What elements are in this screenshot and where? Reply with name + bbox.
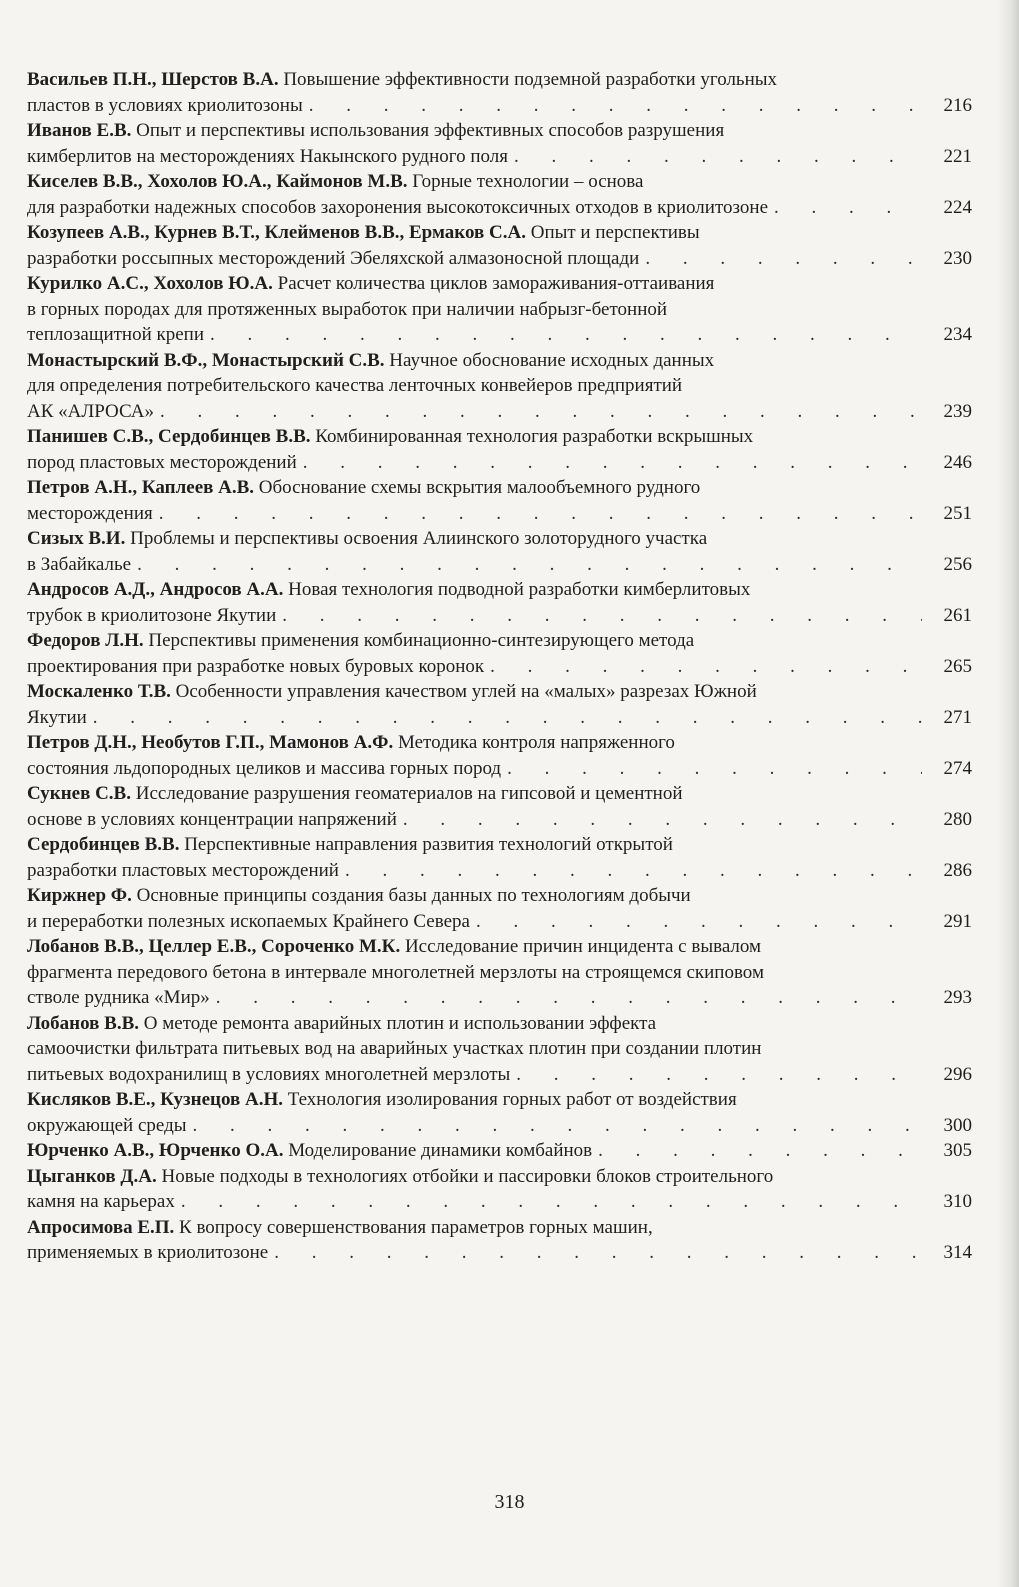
toc-entry-title: Технология изолирования горных работ от воздействия — [287, 1089, 737, 1110]
toc-entry-title: Исследование разрушения геоматериалов на гипсовой и цементной — [135, 783, 683, 804]
toc-entry-line — [27, 271, 972, 297]
toc-entry-line — [27, 1189, 972, 1215]
toc-entry-title: в Забайкалье — [27, 553, 132, 575]
toc-entry-title: Исследование причин инцидента с вывалом — [404, 936, 762, 957]
dot-leader — [274, 1240, 922, 1266]
toc-entry-page: 296 — [943, 1063, 972, 1085]
toc-entry-line — [27, 603, 972, 629]
toc-entry-title: Перспективные направления развития технологий открытой — [184, 834, 673, 855]
toc-entry-page: 251 — [943, 502, 972, 524]
toc-entry-line — [27, 220, 972, 246]
dot-leader — [160, 399, 922, 425]
toc-entry-title: и переработки полезных ископаемых Крайнего Севера — [27, 910, 470, 932]
toc-entry-line — [27, 909, 972, 935]
toc-entry — [27, 883, 972, 934]
toc-entry-page: 293 — [943, 987, 972, 1008]
toc-entry-page: 256 — [943, 553, 972, 575]
toc-entry-line — [27, 985, 972, 1011]
toc-entry-authors: Андросов А.Д., Андросов А.А. — [27, 579, 284, 600]
toc-entry-authors: Цыганков Д.А. — [27, 1165, 157, 1187]
dot-leader — [309, 93, 922, 119]
toc-entry-authors: Киселев В.В., Хохолов Ю.А., Каймонов М.В. — [27, 171, 408, 192]
toc-entry-authors: Киржнер Ф. — [27, 885, 132, 906]
toc-entry-page: 221 — [943, 145, 972, 167]
toc-entry-line — [27, 1164, 972, 1190]
toc-entry-title: трубок в криолитозоне Якутии — [27, 604, 277, 626]
toc-entry-page: 246 — [943, 451, 972, 473]
dot-leader — [181, 1189, 922, 1215]
toc-entry-line — [27, 552, 972, 578]
toc-entry-line — [27, 654, 972, 680]
dot-leader — [210, 322, 922, 348]
toc-entry-line — [27, 118, 972, 144]
toc-entry-title: месторождения — [27, 502, 153, 524]
toc-entry-line — [27, 169, 972, 195]
toc-entry-page: 286 — [943, 859, 972, 881]
dot-leader — [282, 603, 922, 629]
toc-entry-title: Опыт и перспективы использования эффективных способов разрушения — [136, 120, 725, 141]
dot-leader — [193, 1113, 922, 1139]
toc-entry-authors: Панишев С.В., Сердобинцев В.В. — [27, 426, 311, 447]
toc-entry — [27, 424, 972, 475]
toc-entry-authors: Петров Д.Н., Необутов Г.П., Мамонов А.Ф. — [27, 732, 394, 753]
toc-entry — [27, 220, 972, 271]
toc-entry-title: основе в условиях концентрации напряжений — [27, 808, 397, 830]
toc-entry-title: камня на карьерах — [27, 1191, 175, 1212]
toc-entry-title: Проблемы и перспективы освоения Алиинского золоторудного участка — [130, 528, 708, 549]
toc-entry-title: Новые подходы в технологиях отбойки и пассировки блоков строительного — [161, 1165, 774, 1187]
dot-leader — [507, 756, 922, 782]
toc-entry-title: О методе ремонта аварийных плотин и использовании эффекта — [143, 1012, 657, 1034]
toc-entry-line — [27, 1087, 972, 1113]
toc-entry-line — [27, 832, 972, 858]
toc-entry-title: Перспективы применения комбинационно-синтезирующего метода — [148, 630, 695, 651]
dot-leader — [490, 654, 922, 680]
dot-leader — [514, 144, 922, 170]
toc-entry-title: фрагмента передового бетона в интервале многолетней мерзлоты на строящемся скиповом — [27, 961, 764, 983]
toc-entry-line — [27, 807, 972, 833]
toc-entry-line — [27, 526, 972, 552]
toc-entry-page: 239 — [943, 400, 972, 422]
toc-entry-line — [27, 348, 972, 374]
dot-leader — [93, 705, 922, 731]
toc-entry-page: 261 — [943, 604, 972, 626]
toc-entry-authors: Сизых В.И. — [27, 528, 126, 549]
toc-entry-page: 310 — [943, 1191, 972, 1212]
toc-entry-line — [27, 475, 972, 501]
toc-entry-title: пород пластовых месторождений — [27, 451, 297, 473]
toc-entry-authors: Федоров Л.Н. — [27, 630, 144, 651]
toc-entry-page: 265 — [943, 655, 972, 677]
toc-entry-line — [27, 960, 972, 986]
toc-entry-title: для определения потребительского качества ленточных конвейеров предприятий — [27, 375, 683, 396]
toc-entry-line — [27, 1113, 972, 1139]
toc-entry-line — [27, 1138, 972, 1164]
toc-entry-title: окружающей среды — [27, 1114, 187, 1136]
toc-entry-title: проектирования при разработке новых буровых коронок — [27, 655, 485, 677]
toc-entry-title: Особенности управления качеством углей на «малых» разрезах Южной — [175, 681, 757, 702]
toc-entry-title: Якутии — [27, 706, 87, 728]
toc-entry-title: самоочистки фильтрата питьевых вод на аварийных участках плотин при создании плотин — [27, 1038, 762, 1059]
dot-leader — [159, 501, 922, 527]
toc-entry-line — [27, 195, 972, 221]
toc-entry-authors: Сукнев С.В. — [27, 783, 131, 804]
toc-entry-authors: Козупеев А.В., Курнев В.Т., Клейменов В.В., Ермаков С.А. — [27, 222, 526, 243]
toc-entry — [27, 628, 972, 679]
table-of-contents — [27, 67, 972, 1266]
toc-entry-title: стволе рудника «Мир» — [27, 987, 210, 1008]
toc-entry-page: 230 — [943, 247, 972, 269]
toc-entry-title: Опыт и перспективы — [530, 222, 700, 243]
toc-entry-page: 305 — [943, 1140, 972, 1161]
dot-leader — [645, 246, 922, 272]
dot-leader — [303, 450, 922, 476]
toc-entry-line — [27, 399, 972, 425]
toc-entry — [27, 1215, 972, 1266]
toc-entry-page: 234 — [943, 324, 972, 345]
toc-entry-authors: Москаленко Т.В. — [27, 681, 171, 702]
toc-entry-authors: Курилко А.С., Хохолов Ю.А. — [27, 273, 273, 294]
toc-entry — [27, 1087, 972, 1138]
dot-leader — [598, 1138, 922, 1164]
toc-entry — [27, 832, 972, 883]
toc-entry-authors: Юрченко А.В., Юрченко О.А. — [27, 1140, 284, 1161]
toc-entry — [27, 577, 972, 628]
toc-entry-title: Основные принципы создания базы данных по технологиям добычи — [136, 885, 691, 906]
toc-entry-line — [27, 424, 972, 450]
toc-entry-page: 314 — [943, 1242, 972, 1263]
toc-entry-title: Методика контроля напряженного — [397, 732, 675, 753]
toc-entry-title: разработки пластовых месторождений — [27, 859, 339, 881]
toc-entry-authors: Кисляков В.Е., Кузнецов А.Н. — [27, 1089, 283, 1110]
page-edge-shadow — [997, 0, 1019, 1587]
toc-entry-page: 280 — [943, 808, 972, 830]
toc-entry — [27, 118, 972, 169]
toc-entry — [27, 169, 972, 220]
dot-leader — [516, 1062, 922, 1088]
toc-entry-line — [27, 756, 972, 782]
toc-entry-page: 216 — [943, 94, 972, 116]
toc-entry-authors: Васильев П.Н., Шерстов В.А. — [27, 69, 279, 90]
toc-entry — [27, 1011, 972, 1088]
toc-entry-line — [27, 883, 972, 909]
dot-leader — [345, 858, 922, 884]
toc-entry-line — [27, 934, 972, 960]
toc-entry-line — [27, 1215, 972, 1241]
toc-entry-line — [27, 67, 972, 93]
dot-leader — [137, 552, 922, 578]
toc-entry-title: Комбинированная технология разработки вскрышных — [315, 426, 754, 447]
toc-entry — [27, 348, 972, 425]
toc-entry-title: питьевых водохранилищ в условиях многолетней мерзлоты — [27, 1063, 511, 1085]
toc-entry-page: 224 — [943, 196, 972, 218]
toc-entry-authors: Монастырский В.Ф., Монастырский С.В. — [27, 349, 385, 371]
toc-entry-title: состояния льдопородных целиков и массива горных пород — [27, 757, 502, 779]
dot-leader — [476, 909, 922, 935]
toc-entry-page: 271 — [943, 706, 972, 728]
toc-entry-title: пластов в условиях криолитозоны — [27, 94, 303, 116]
toc-entry-authors: Лобанов В.В., Целлер Е.В., Сороченко М.К. — [27, 936, 401, 957]
toc-entry-title: кимберлитов на месторождениях Накынского рудного поля — [27, 145, 508, 167]
toc-entry — [27, 67, 972, 118]
toc-entry-line — [27, 1036, 972, 1062]
toc-entry-authors: Иванов Е.В. — [27, 120, 132, 141]
toc-entry — [27, 730, 972, 781]
toc-entry — [27, 934, 972, 1011]
toc-entry-authors: Апросимова Е.П. — [27, 1216, 175, 1238]
toc-entry-line — [27, 93, 972, 119]
toc-entry-authors: Петров А.Н., Каплеев А.В. — [27, 477, 255, 498]
toc-entry — [27, 526, 972, 577]
toc-entry-line — [27, 577, 972, 603]
toc-entry-page: 300 — [943, 1114, 972, 1136]
toc-entry-line — [27, 628, 972, 654]
toc-entry-title: Моделирование динамики комбайнов — [288, 1140, 593, 1161]
toc-entry-line — [27, 144, 972, 170]
toc-entry-line — [27, 781, 972, 807]
toc-entry-line — [27, 858, 972, 884]
toc-entry-title: АК «АЛРОСА» — [27, 400, 154, 422]
toc-entry-page: 291 — [943, 910, 972, 932]
dot-leader — [403, 807, 922, 833]
toc-entry-line — [27, 322, 972, 348]
toc-entry-title: разработки россыпных месторождений Эбеляхской алмазоносной площади — [27, 247, 640, 269]
toc-entry-page: 274 — [943, 757, 972, 779]
toc-entry — [27, 679, 972, 730]
toc-entry-authors: Лобанов В.В. — [27, 1012, 140, 1034]
toc-entry-title: Повышение эффективности подземной разработки угольных — [283, 69, 778, 90]
toc-entry — [27, 781, 972, 832]
toc-entry-line — [27, 1062, 972, 1088]
toc-entry-line — [27, 373, 972, 399]
dot-leader — [216, 985, 922, 1011]
toc-entry-title: Новая технология подводной разработки кимберлитовых — [288, 579, 751, 600]
toc-entry-line — [27, 1240, 972, 1266]
toc-entry-line — [27, 705, 972, 731]
toc-entry-line — [27, 679, 972, 705]
toc-entry-title: Научное обоснование исходных данных — [389, 349, 715, 371]
page-number: 318 — [494, 1491, 525, 1513]
toc-entry-title: К вопросу совершенствования параметров горных машин, — [179, 1216, 653, 1238]
toc-entry-line — [27, 1011, 972, 1037]
toc-entry-title: Горные технологии – основа — [412, 171, 644, 192]
toc-entry-line — [27, 450, 972, 476]
toc-entry-title: Обоснование схемы вскрытия малообъемного рудного — [258, 477, 701, 498]
toc-entry — [27, 271, 972, 348]
toc-entry-authors: Сердобинцев В.В. — [27, 834, 180, 855]
toc-entry-title: Расчет количества циклов замораживания-оттаивания — [277, 273, 715, 294]
toc-entry-title: применяемых в криолитозоне — [27, 1242, 269, 1263]
toc-entry — [27, 1138, 972, 1164]
toc-entry-line — [27, 501, 972, 527]
toc-entry-line — [27, 297, 972, 323]
toc-entry-title: для разработки надежных способов захоронения высокотоксичных отходов в криолитозоне — [27, 196, 768, 218]
dot-leader — [774, 195, 922, 221]
toc-entry-line — [27, 246, 972, 272]
toc-entry — [27, 1164, 972, 1215]
toc-entry-title: в горных породах для протяженных выработок при наличии набрызг-бетонной — [27, 298, 668, 320]
toc-entry-line — [27, 730, 972, 756]
toc-entry-title: теплозащитной крепи — [27, 324, 205, 345]
toc-entry — [27, 475, 972, 526]
